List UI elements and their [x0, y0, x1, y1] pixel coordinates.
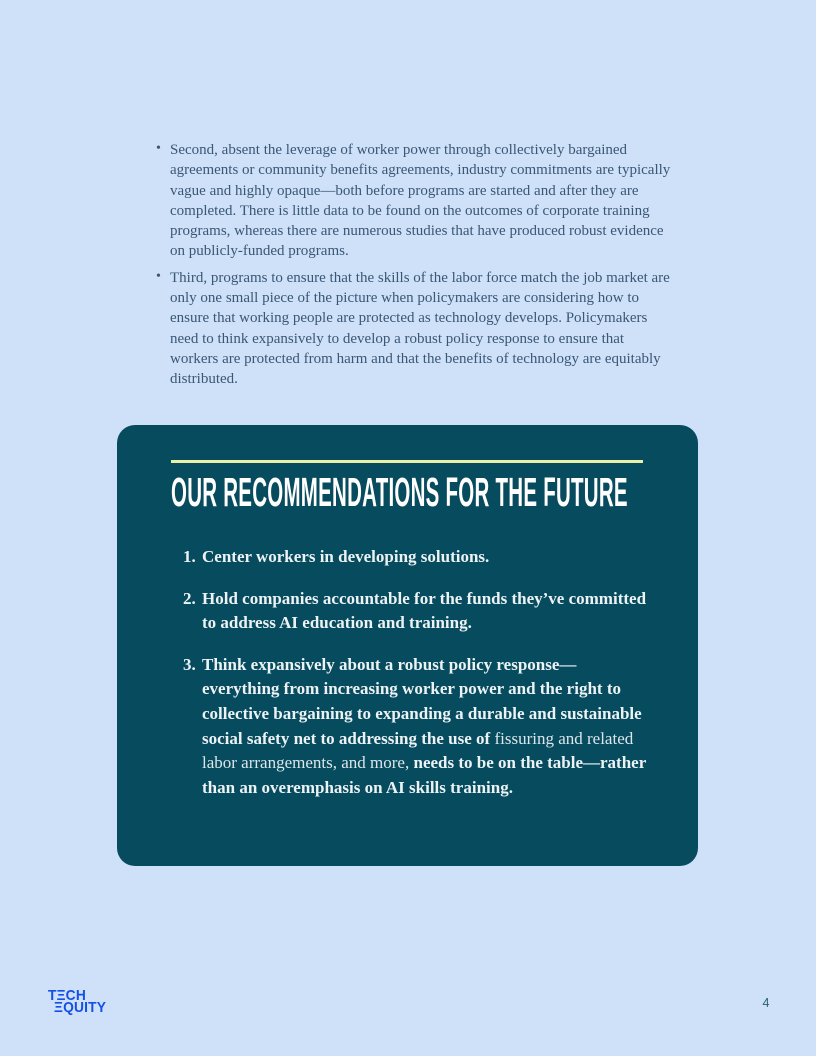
item-text-segment: needs to be on the table—rather than an overemphasis on AI skills training. — [202, 753, 646, 797]
item-text: Center workers in developing solutions. — [202, 547, 490, 566]
page-number: 4 — [762, 996, 770, 1010]
recommendations-list — [183, 545, 649, 800]
recommendation-item-2 — [183, 587, 649, 636]
accent-rule — [171, 460, 643, 463]
bullet-text: Third, programs to ensure that the skills of the labor force match the job market are only one small piece of the picture when policymakers are considering how to ensure that working people are protected as technology develops. Policymakers need to think expansively to develop a robust policy response to ensure that workers are protected from harm and that the benefits of technology are equitably distributed. — [170, 269, 670, 388]
recommendations-title: OUR RECOMMENDATIONS FOR THE FUTURE — [171, 469, 628, 515]
bullet-dot-icon: • — [156, 268, 161, 284]
logo-line-equity: ΞQUITY — [54, 999, 107, 1016]
recommendation-item-1 — [183, 545, 649, 570]
logo-line-tech: TΞCH — [48, 987, 86, 1004]
item-number: 1. — [183, 547, 196, 566]
item-text: Hold companies accountable for the funds they’ve committed to address AI education and training. — [202, 588, 647, 633]
recommendations-card — [117, 425, 698, 866]
item-text-segment: Think expansively about a robust policy response—everything from increasing worker power and the right to collective bargaining to expanding a durable and sustainable social safety net to addressing the use of — [202, 654, 642, 748]
item-number: 2. — [183, 588, 196, 608]
item-text-segment-regular: fissuring and related labor arrangements, and more, — [202, 728, 634, 773]
intro-bullet-list — [152, 140, 676, 396]
techequity-logo — [48, 987, 111, 1016]
item-text — [202, 653, 649, 801]
bullet-text: Second, absent the leverage of worker power through collectively bargained agreements or community benefits agreements, industry commitments are typically vague and highly opaque—both before programs are started and after they are completed. There is little data to be found on the outcomes of corporate training programs, whereas there are numerous studies that have produced robust evidence on publicly-funded programs. — [170, 142, 671, 260]
recommendation-item-3 — [183, 653, 649, 801]
bullet-item-third — [152, 268, 676, 390]
bullet-item-second — [152, 140, 676, 262]
item-number: 3. — [183, 654, 196, 674]
bullet-dot-icon: • — [156, 141, 161, 156]
